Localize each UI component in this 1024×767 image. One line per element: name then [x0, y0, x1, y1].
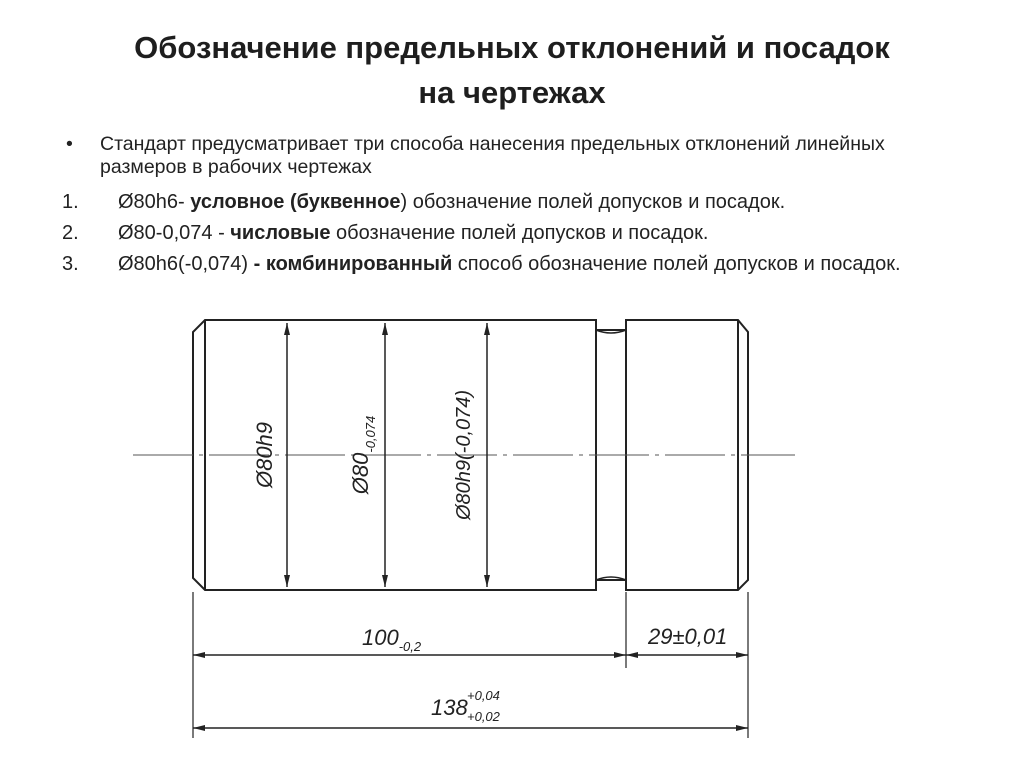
dim-label-h9: Ø80h9 [252, 421, 277, 489]
dim-label-numeric-sub: -0,074 [363, 415, 378, 453]
length-label-29: 29±0,01 [648, 624, 728, 649]
list-item-suffix: ) обозначение полей допусков и посадок. [400, 190, 786, 213]
list-item-number: 2. [62, 221, 79, 244]
list-item-suffix: обозначение полей допусков и посадок. [330, 221, 709, 244]
list-item-bold: числовые [230, 221, 331, 244]
list-item-prefix: Ø80h6- [118, 190, 191, 213]
list-item-prefix: Ø80h6(-0,074) [118, 252, 254, 275]
title-line-2: на чертежах [418, 74, 606, 110]
list-item-number: 3. [62, 252, 79, 275]
length-label-100-sub: -0,2 [398, 639, 422, 654]
list-item-suffix: способ обозначение полей допусков и посадок. [452, 252, 901, 275]
length-label-138 [431, 695, 468, 720]
length-label-138-upper: +0,04 [467, 688, 500, 703]
list-item-number: 1. [62, 190, 79, 213]
intro-text: Стандарт предусматривает три способа нанесения предельных отклонений линейных размеров в рабочих чертежах [100, 133, 885, 179]
length-label-138-lower: +0,02 [467, 709, 500, 724]
dim-label-combined: Ø80h9(-0,074) [453, 389, 475, 521]
length-label-138-main: 138 [431, 695, 468, 720]
length-label-100 [362, 625, 422, 654]
list-item-bold: - комбинированный [253, 252, 453, 275]
bullet-marker: • [66, 133, 73, 155]
dim-label-numeric-main: Ø80 [348, 452, 373, 495]
title-line-1: Обозначение предельных отклонений и посадок [134, 30, 890, 65]
list-item-prefix: Ø80-0,074 - [118, 221, 231, 244]
list-item-bold: условное (буквенное [190, 190, 401, 213]
length-label-100-main: 100 [362, 625, 399, 650]
